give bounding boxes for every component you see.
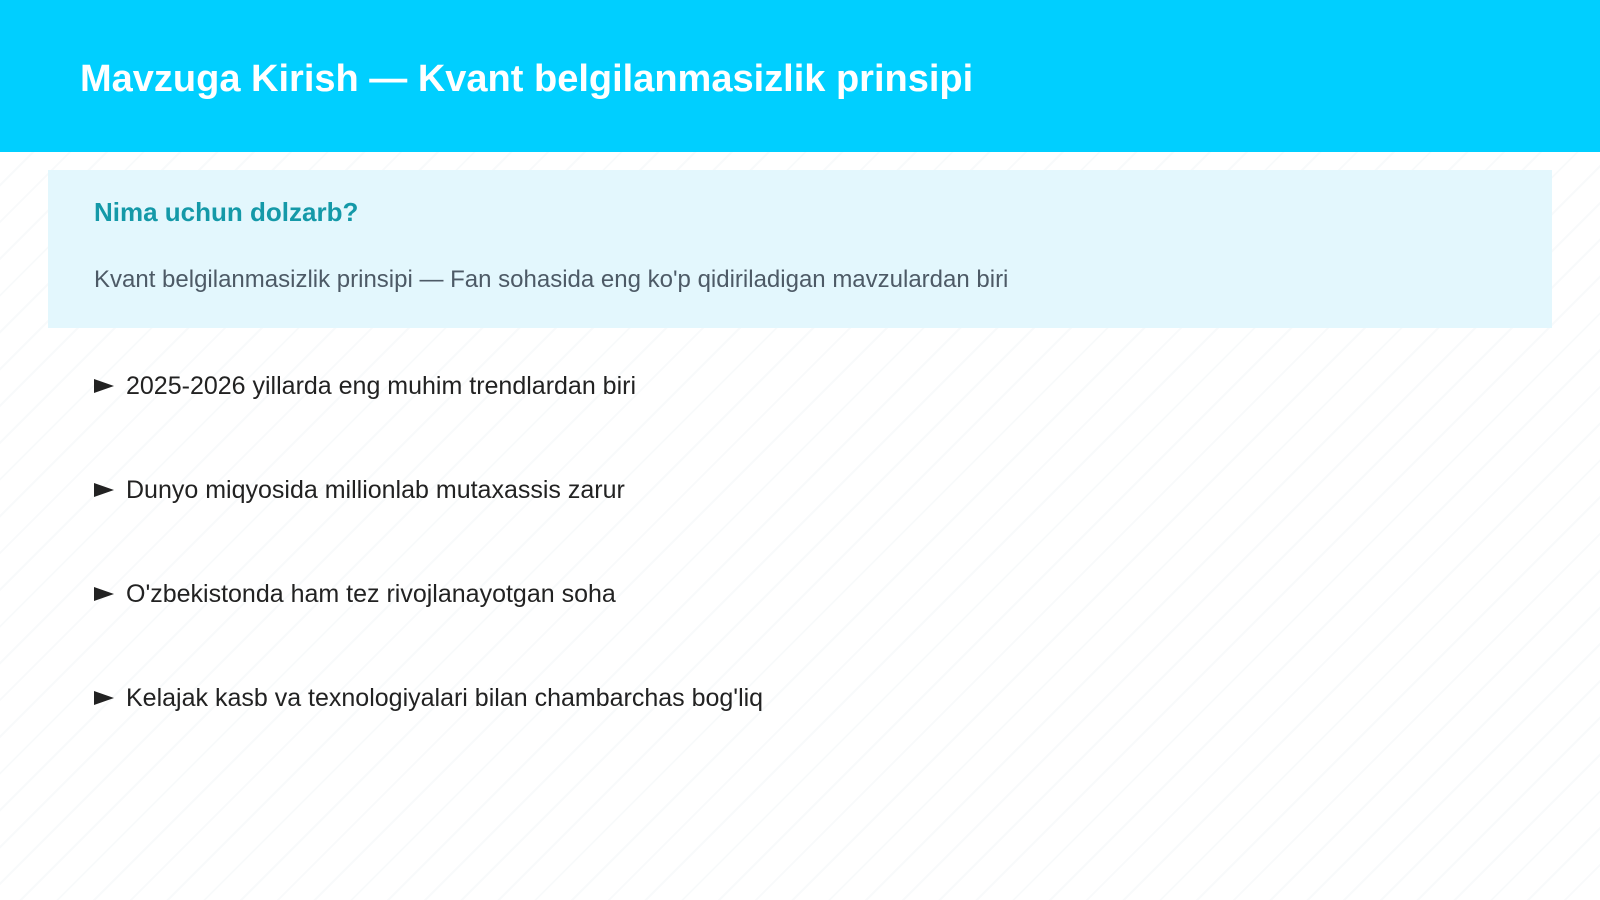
bullet-item bbox=[94, 680, 763, 784]
triangle-right-icon bbox=[94, 483, 114, 497]
slide-title: Mavzuga Kirish — Kvant belgilanmasizlik prinsipi bbox=[80, 58, 974, 100]
bullet-item bbox=[94, 576, 763, 680]
triangle-right-icon bbox=[94, 587, 114, 601]
triangle-right-icon bbox=[94, 379, 114, 393]
highlight-box bbox=[48, 170, 1552, 328]
triangle-right-icon bbox=[94, 691, 114, 705]
bullet-text: 2025-2026 yillarda eng muhim trendlardan biri bbox=[126, 372, 637, 400]
bullet-list bbox=[94, 368, 763, 784]
slide-header bbox=[0, 0, 1600, 152]
bullet-text: O'zbekistonda ham tez rivojlanayotgan soha bbox=[126, 580, 616, 608]
highlight-heading: Nima uchun dolzarb? bbox=[94, 197, 359, 227]
highlight-text: Kvant belgilanmasizlik prinsipi — Fan sohasida eng ko'p qidiriladigan mavzulardan biri bbox=[94, 266, 1009, 293]
bullet-item bbox=[94, 472, 763, 576]
bullet-item bbox=[94, 368, 763, 472]
bullet-text: Kelajak kasb va texnologiyalari bilan chambarchas bog'liq bbox=[126, 684, 764, 712]
bullet-text: Dunyo miqyosida millionlab mutaxassis zarur bbox=[126, 476, 625, 504]
